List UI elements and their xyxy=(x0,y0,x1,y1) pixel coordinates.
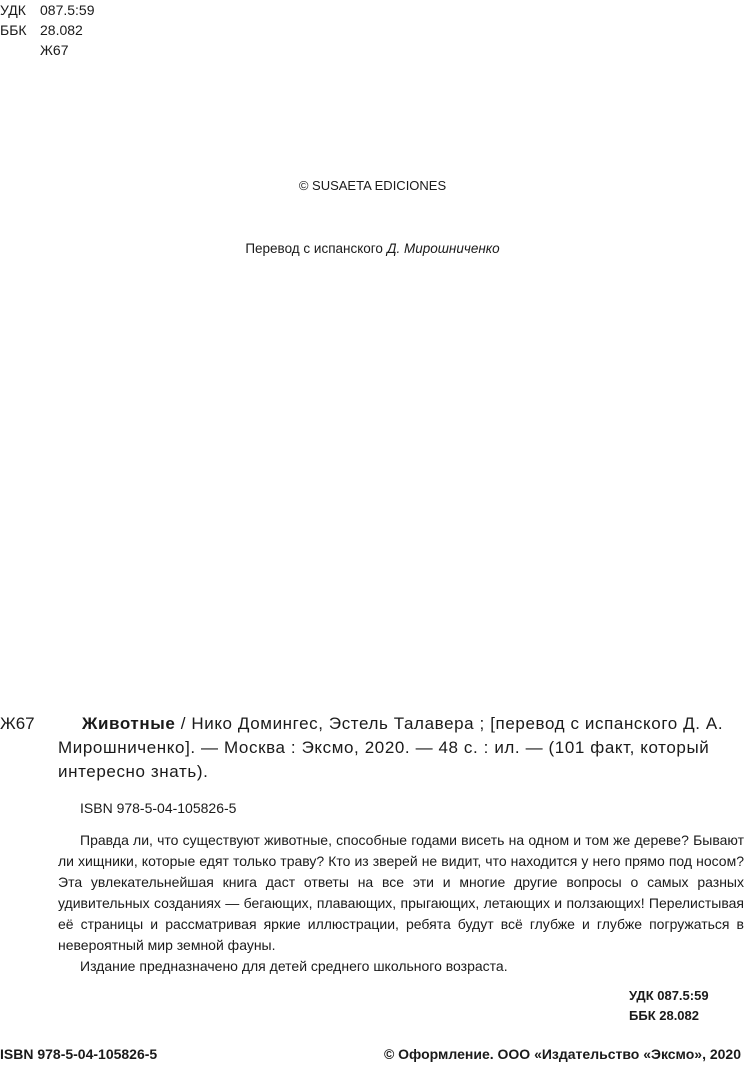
footer-isbn: ISBN 978-5-04-105826-5 xyxy=(0,1046,158,1062)
translation-label: Перевод с испанского xyxy=(245,241,383,256)
book-title: Животные xyxy=(82,714,176,733)
bibliography-details: / Нико Домингес, Эстель Талавера ; [перевод с испанского Д. А. Мирошниченко]. — Москва : Эксмо, 2020. — 48 с. : ил. — (101 факт, который интересно знать). xyxy=(58,714,724,781)
bibliography-author-mark: Ж67 xyxy=(0,714,35,733)
footer-copyright: © Оформление. ООО «Издательство «Эксмо», 2020 xyxy=(383,1046,741,1062)
bottom-classification xyxy=(629,986,709,1026)
udk-label: УДК xyxy=(0,2,26,18)
bbk-label: ББК xyxy=(0,22,27,38)
audience-note: Издание предназначено для детей среднего школьного возраста. xyxy=(80,958,508,974)
annotation-paragraph: Правда ли, что существуют животные, способные годами висеть на одном и том же дереве? Бывают ли хищники, которые едят только траву? Кто из зверей не видит, что находится у него прямо под носом? Эта увлекательнейшая книга даст ответы на все эти и многие другие вопросы о самых разных удивительных созданиях — бегающих, плавающих, прыгающих, летающих и ползающих! Перелистывая её страницы и рассматривая яркие иллюстрации, ребята будут всё глубже и глубже погружаться в невероятный мир земной фауны. xyxy=(58,832,744,953)
classification-block xyxy=(0,0,95,60)
translator-name: Д. Мирошниченко xyxy=(386,241,500,256)
bottom-udk: УДК 087.5:59 xyxy=(629,988,709,1003)
copyright-notice: © SUSAETA EDICIONES xyxy=(298,178,447,193)
author-mark: Ж67 xyxy=(40,42,69,58)
bbk-value: 28.082 xyxy=(40,22,83,38)
bottom-bbk: ББК 28.082 xyxy=(629,1008,699,1023)
bibliographic-description xyxy=(58,712,744,784)
translation-credit xyxy=(0,241,745,256)
annotation xyxy=(58,830,744,977)
isbn: ISBN 978-5-04-105826-5 xyxy=(80,800,237,816)
udk-value: 087.5:59 xyxy=(40,2,95,18)
